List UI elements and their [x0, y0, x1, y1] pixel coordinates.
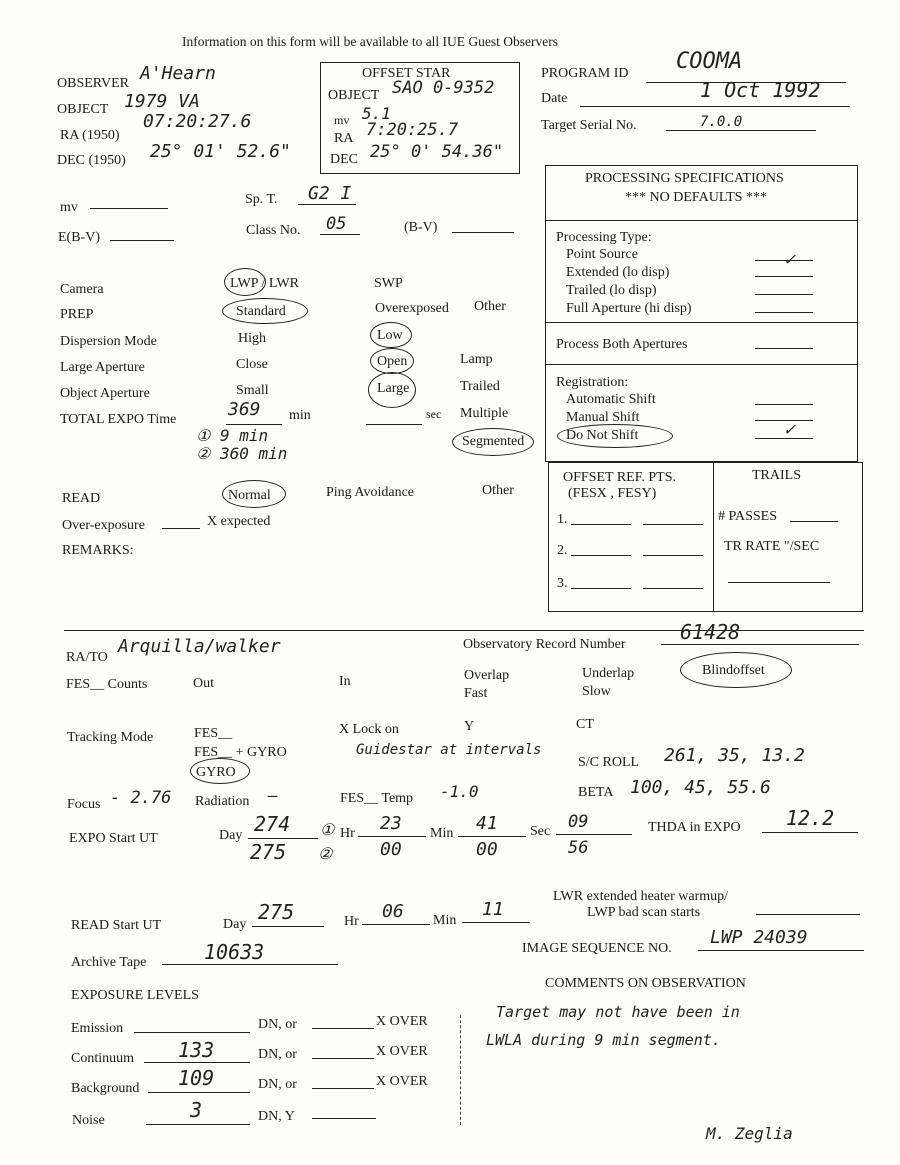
x-expected-label: X expected: [207, 514, 271, 529]
archive-value[interactable]: 10633: [204, 940, 265, 964]
radiation-value[interactable]: —: [268, 786, 278, 805]
lwp-circle: [224, 268, 266, 296]
expo-hr-1[interactable]: 23: [380, 813, 402, 834]
archive-label: Archive Tape: [71, 955, 147, 970]
beta-label: BETA: [578, 785, 614, 800]
image-seq-value[interactable]: LWP 24039: [710, 927, 808, 948]
fast-label: Fast: [464, 686, 488, 701]
point-source-check[interactable]: ✓: [784, 249, 795, 270]
emission-label: Emission: [71, 1021, 124, 1036]
sec-label: Sec: [530, 824, 551, 839]
high-label: High: [238, 331, 266, 346]
column-divider: [460, 1015, 461, 1125]
reg-automatic: Automatic Shift: [566, 392, 656, 407]
read-start-label: READ Start UT: [71, 918, 162, 933]
thda-value[interactable]: 12.2: [786, 806, 835, 830]
obs-record-label: Observatory Record Number: [463, 637, 626, 652]
in-label: In: [339, 674, 351, 689]
lwr-heater-label: LWR extended heater warmup/: [553, 889, 729, 904]
seg-mark-2: ②: [318, 844, 333, 863]
spt-value[interactable]: G2 I: [308, 183, 352, 204]
comment-line-2[interactable]: LWLA during 9 min segment.: [486, 1031, 721, 1049]
normal-label: Normal: [228, 488, 271, 503]
noise-value[interactable]: 3: [190, 1098, 203, 1122]
focus-label: Focus: [67, 797, 101, 812]
ra-value[interactable]: 07:20:27.6: [143, 111, 252, 132]
remarks-label: REMARKS:: [62, 543, 134, 558]
sc-roll-value[interactable]: 261, 35, 13.2: [664, 745, 805, 766]
read-hr-value[interactable]: 06: [382, 901, 404, 922]
out-label: Out: [193, 676, 214, 691]
background-over: X OVER: [376, 1074, 428, 1089]
lwp-lwr: LWP / LWR: [230, 276, 299, 291]
background-unit: DN, or: [258, 1077, 297, 1092]
large-label: Large: [377, 381, 410, 396]
object-value[interactable]: 1979 VA: [124, 91, 200, 112]
small-label: Small: [236, 383, 269, 398]
passes-label: # PASSES: [718, 509, 778, 524]
multiple-label: Multiple: [460, 406, 509, 421]
continuum-unit: DN, or: [258, 1047, 297, 1062]
signature: M. Zeglia: [706, 1124, 793, 1143]
observer-value[interactable]: A'Hearn: [140, 63, 216, 84]
rato-label: RA/TO: [66, 650, 108, 665]
close-label: Close: [236, 357, 268, 372]
low-label: Low: [377, 328, 403, 343]
offset-row-3: 3.: [557, 576, 568, 591]
segment-1[interactable]: ① 9 min: [196, 426, 269, 445]
low-circle: [370, 322, 412, 348]
ebv-label: E(B-V): [58, 230, 100, 245]
swp-label: SWP: [374, 276, 403, 291]
expo-day-1[interactable]: 274: [254, 812, 291, 836]
image-seq-label: IMAGE SEQUENCE NO.: [522, 941, 672, 956]
radiation-label: Radiation: [195, 794, 250, 809]
blindoffset-circle: [680, 652, 792, 688]
bv-label: (B-V): [404, 220, 438, 235]
do-not-shift-check[interactable]: ✓: [784, 419, 795, 440]
offset-mv-label: mv: [334, 113, 350, 127]
blindoffset-label: Blindoffset: [702, 663, 765, 678]
ra-label: RA (1950): [60, 128, 120, 143]
program-id-label: PROGRAM ID: [541, 66, 629, 81]
expo-sec-1[interactable]: 09: [568, 812, 589, 832]
fes-label: FES__: [194, 726, 233, 741]
expo-start-label: EXPO Start UT: [69, 831, 158, 846]
offset-ref-cols: (FESX , FESY): [568, 486, 657, 501]
spt-label: Sp. T.: [245, 192, 278, 207]
offset-ref-title: OFFSET REF. PTS.: [563, 470, 676, 485]
offset-star-title: OFFSET STAR: [362, 66, 451, 81]
program-id-value[interactable]: COOMA: [676, 49, 743, 74]
emission-unit: DN, or: [258, 1017, 297, 1032]
read-day-label: Day: [223, 917, 247, 932]
gyro-circle: [190, 758, 250, 784]
offset-dec-value[interactable]: 25° 0' 54.36": [370, 142, 504, 162]
day-label: Day: [219, 828, 243, 843]
type-full-aperture: Full Aperture (hi disp): [566, 301, 692, 316]
class-value[interactable]: 05: [326, 214, 347, 234]
ct-label: CT: [576, 717, 594, 732]
fes-counts-label: FES__ Counts: [66, 677, 148, 692]
rato-value[interactable]: Arquilla/walker: [118, 636, 281, 657]
camera-label: Camera: [60, 282, 104, 297]
class-label: Class No.: [246, 223, 301, 238]
standard-circle: [222, 298, 308, 324]
offset-dec-label: DEC: [330, 152, 358, 167]
type-point-source: Point Source: [566, 247, 638, 262]
dec-label: DEC (1950): [57, 153, 126, 168]
hr-label: Hr: [340, 826, 355, 841]
mv-label: mv: [60, 200, 78, 215]
comments-title: COMMENTS ON OBSERVATION: [545, 976, 746, 991]
large-aperture-label: Large Aperture: [60, 360, 145, 375]
noise-label: Noise: [72, 1113, 105, 1128]
serial-value[interactable]: 7.0.0: [700, 114, 743, 130]
segmented-circle: [452, 428, 534, 456]
expo-sec-2[interactable]: 56: [568, 838, 589, 858]
tracking-label: Tracking Mode: [67, 730, 154, 745]
processing-type-label: Processing Type:: [556, 230, 652, 245]
overexposure-label: Over-exposure: [62, 518, 145, 533]
continuum-over: X OVER: [376, 1044, 428, 1059]
form-header: Information on this form will be available to all IUE Guest Observers: [182, 34, 559, 49]
total-expo-label: TOTAL EXPO Time: [60, 412, 177, 427]
continuum-value[interactable]: 133: [178, 1038, 215, 1062]
processing-title: PROCESSING SPECIFICATIONS: [585, 171, 784, 186]
registration-label: Registration:: [556, 375, 629, 390]
object-aperture-label: Object Aperture: [60, 386, 150, 401]
expo-min-1[interactable]: 41: [476, 813, 498, 834]
sec-unit: sec: [426, 407, 442, 421]
slow-label: Slow: [582, 684, 611, 699]
thda-label: THDA in EXPO: [648, 820, 741, 835]
other-label: Other: [474, 299, 506, 314]
observer-label: OBSERVER: [57, 76, 130, 91]
offset-ra-value[interactable]: 7:20:25.7: [366, 120, 459, 140]
serial-label: Target Serial No.: [541, 118, 637, 133]
expo-hr-2[interactable]: 00: [380, 839, 402, 860]
open-circle: [370, 348, 414, 374]
focus-value[interactable]: - 2.76: [110, 788, 172, 808]
normal-circle: [222, 480, 286, 508]
object-label: OBJECT: [57, 102, 109, 117]
trails-title: TRAILS: [752, 468, 801, 483]
comment-line-1[interactable]: Target may not have been in: [496, 1003, 740, 1021]
read-other-label: Other: [482, 483, 514, 498]
fes-gyro-label: FES__ + GYRO: [194, 745, 287, 760]
read-hr-label: Hr: [344, 914, 359, 929]
x-lock-label: X Lock on: [339, 722, 399, 737]
read-min-label: Min: [433, 913, 457, 928]
reg-do-not-shift: Do Not Shift: [566, 428, 639, 443]
seg-mark-1: ①: [320, 820, 335, 839]
segmented-label: Segmented: [462, 434, 525, 449]
offset-ra-label: RA: [334, 131, 354, 146]
process-both-label: Process Both Apertures: [556, 337, 688, 352]
offset-object-label: OBJECT: [328, 88, 380, 103]
offset-mv-value[interactable]: 5.1: [362, 104, 391, 123]
lamp-label: Lamp: [460, 352, 493, 367]
underlap-label: Underlap: [582, 666, 635, 681]
continuum-label: Continuum: [71, 1051, 135, 1066]
offset-row-1: 1.: [557, 512, 568, 527]
expo-day-2[interactable]: 275: [250, 840, 287, 864]
lwp-bad-label: LWP bad scan starts: [587, 905, 701, 920]
expo-min-2[interactable]: 00: [476, 839, 498, 860]
prep-label: PREP: [60, 307, 94, 322]
read-day-value[interactable]: 275: [258, 900, 295, 924]
fes-temp-label: FES__ Temp: [340, 791, 414, 806]
processing-subtitle: *** NO DEFAULTS ***: [625, 190, 767, 205]
standard-label: Standard: [236, 304, 286, 319]
ping-avoidance-label: Ping Avoidance: [326, 485, 415, 500]
sc-roll-label: S/C ROLL: [578, 755, 640, 770]
reg-manual: Manual Shift: [566, 410, 640, 425]
exposure-title: EXPOSURE LEVELS: [71, 988, 199, 1003]
do-not-shift-circle: [557, 424, 673, 448]
obs-record-value[interactable]: 61428: [680, 620, 741, 644]
total-expo-value[interactable]: 369: [228, 399, 261, 420]
date-label: Date: [541, 91, 568, 106]
overexposed-label: Overexposed: [375, 301, 449, 316]
y-label: Y: [464, 719, 475, 734]
fes-temp-value[interactable]: -1.0: [440, 782, 479, 801]
background-label: Background: [71, 1081, 140, 1096]
dispersion-label: Dispersion Mode: [60, 334, 157, 349]
emission-over: X OVER: [376, 1014, 428, 1029]
date-value[interactable]: 1 Oct 1992: [700, 78, 821, 102]
background-value[interactable]: 109: [178, 1066, 215, 1090]
noise-unit: DN, Y: [258, 1109, 295, 1124]
min-unit: min: [289, 408, 311, 423]
trailed-label: Trailed: [460, 379, 500, 394]
offset-object-value[interactable]: SAO 0-9352: [392, 78, 495, 98]
open-label: Open: [377, 354, 408, 369]
segment-2[interactable]: ② 360 min: [196, 444, 288, 463]
read-min-value[interactable]: 11: [482, 899, 504, 920]
large-circle: [368, 372, 416, 408]
guidestar-note[interactable]: Guidestar at intervals: [356, 742, 542, 758]
dec-value[interactable]: 25° 01' 52.6": [150, 141, 291, 162]
read-label: READ: [62, 491, 101, 506]
beta-value[interactable]: 100, 45, 55.6: [630, 777, 771, 798]
min-label: Min: [430, 826, 454, 841]
offset-row-2: 2.: [557, 543, 568, 558]
overlap-label: Overlap: [464, 668, 510, 683]
type-extended: Extended (lo disp): [566, 265, 670, 280]
gyro-label: GYRO: [196, 765, 236, 780]
type-trailed: Trailed (lo disp): [566, 283, 657, 298]
tr-rate-label: TR RATE "/SEC: [724, 539, 820, 554]
